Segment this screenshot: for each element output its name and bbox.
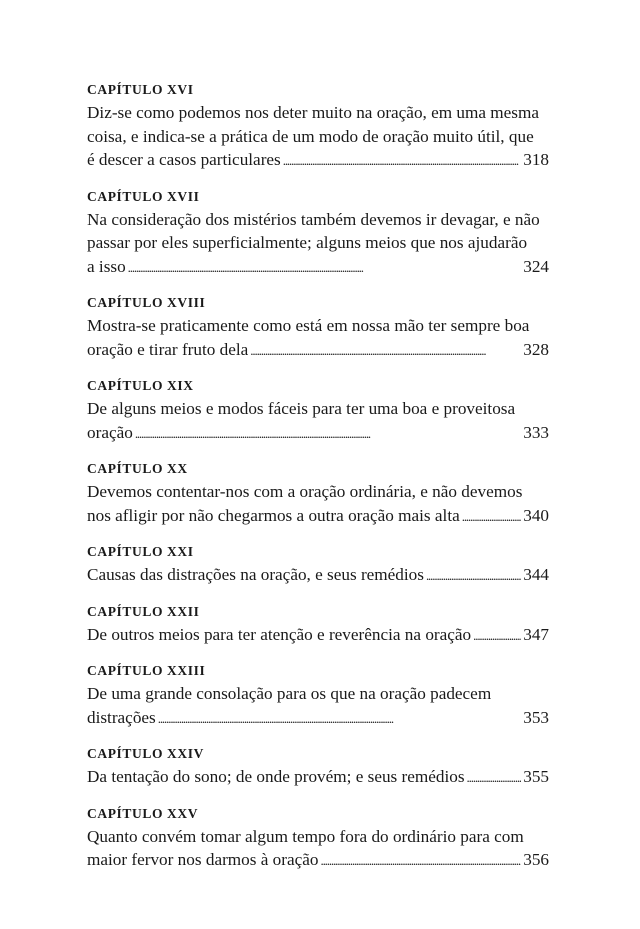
toc-entry <box>87 542 549 588</box>
dot-leader <box>158 707 521 731</box>
chapter-heading: CAPÍTULO XVIII <box>87 295 206 310</box>
entry-line: Na consideração dos mistérios também devemos ir devagar, e não <box>87 209 540 229</box>
entry-leader-line <box>87 338 549 363</box>
entry-line-end: nos afligir por não chegarmos a outra oração mais alta <box>87 505 460 525</box>
dot-leader <box>320 849 521 873</box>
entry-line-end: oração e tirar fruto dela <box>87 339 249 359</box>
page-number: 333 <box>523 422 549 442</box>
dot-leader <box>283 149 521 173</box>
entry-leader-line <box>87 623 549 648</box>
toc-entry <box>87 744 549 790</box>
page-number: 353 <box>523 707 549 727</box>
entry-line-end: oração <box>87 422 133 442</box>
chapter-heading: CAPÍTULO XXII <box>87 603 200 619</box>
chapter-heading: CAPÍTULO XXIV <box>87 746 204 761</box>
page-number: 355 <box>523 767 549 786</box>
entry-line: passar por eles superficialmente; alguns meios que nos ajudarão <box>87 233 528 252</box>
entry-line: De alguns meios e modos fáceis para ter uma boa e proveitosa <box>87 399 516 418</box>
entry-line: De uma grande consolação para os que na oração padecem <box>87 684 492 703</box>
dot-leader <box>462 505 521 529</box>
toc-entry <box>87 80 549 173</box>
toc-entry <box>87 804 549 873</box>
page-number: 347 <box>523 624 549 644</box>
dot-leader <box>473 624 521 648</box>
table-of-contents <box>87 80 549 887</box>
entry-line-end: maior fervor nos darmos à oração <box>87 850 319 869</box>
entry-line-end: De outros meios para ter atenção e reverência na oração <box>87 624 472 644</box>
page-number: 318 <box>523 150 549 169</box>
entry-leader-line <box>87 706 549 731</box>
page-number: 328 <box>523 339 549 359</box>
page-number: 356 <box>523 850 549 869</box>
entry-line-end: Da tentação do sono; de onde provém; e seus remédios <box>87 767 465 786</box>
entry-line: Diz-se como podemos nos deter muito na oração, em uma mesma <box>87 103 539 122</box>
entry-line-end: a isso <box>87 256 126 276</box>
entry-leader-line <box>87 848 549 873</box>
page-number: 344 <box>523 565 549 584</box>
toc-entry <box>87 376 549 445</box>
entry-line-end: distrações <box>87 707 156 727</box>
entry-leader-line <box>87 563 549 588</box>
toc-entry <box>87 661 549 730</box>
dot-leader <box>426 564 521 588</box>
chapter-heading: CAPÍTULO XVII <box>87 188 200 204</box>
chapter-heading: CAPÍTULO XXI <box>87 544 194 559</box>
page-number: 324 <box>523 256 549 276</box>
entry-leader-line <box>87 765 549 790</box>
entry-leader-line <box>87 421 549 446</box>
toc-entry <box>87 602 549 648</box>
chapter-heading: CAPÍTULO XX <box>87 461 188 476</box>
page-number: 340 <box>523 505 549 525</box>
dot-leader <box>467 766 522 790</box>
chapter-heading: CAPÍTULO XXV <box>87 805 199 821</box>
entry-line: Quanto convém tomar algum tempo fora do ordinário para com <box>87 826 524 846</box>
chapter-heading: CAPÍTULO XIX <box>87 378 194 393</box>
entry-line-end: Causas das distrações na oração, e seus remédios <box>87 565 424 584</box>
toc-entry <box>87 293 549 362</box>
dot-leader <box>128 256 522 280</box>
dot-leader <box>250 339 521 363</box>
entry-leader-line <box>87 255 549 280</box>
toc-entry <box>87 459 549 528</box>
entry-line: Mostra-se praticamente como está em nossa mão ter sempre boa <box>87 316 530 335</box>
entry-leader-line <box>87 148 549 173</box>
entry-line: Devemos contentar-nos com a oração ordinária, e não devemos <box>87 482 523 501</box>
entry-line-end: é descer a casos particulares <box>87 150 281 169</box>
dot-leader <box>135 422 521 446</box>
chapter-heading: CAPÍTULO XXIII <box>87 663 206 678</box>
toc-entry <box>87 187 549 280</box>
entry-line: coisa, e indica-se a prática de um modo de oração muito útil, que <box>87 126 534 146</box>
chapter-heading: CAPÍTULO XVI <box>87 82 194 97</box>
entry-leader-line <box>87 504 549 529</box>
